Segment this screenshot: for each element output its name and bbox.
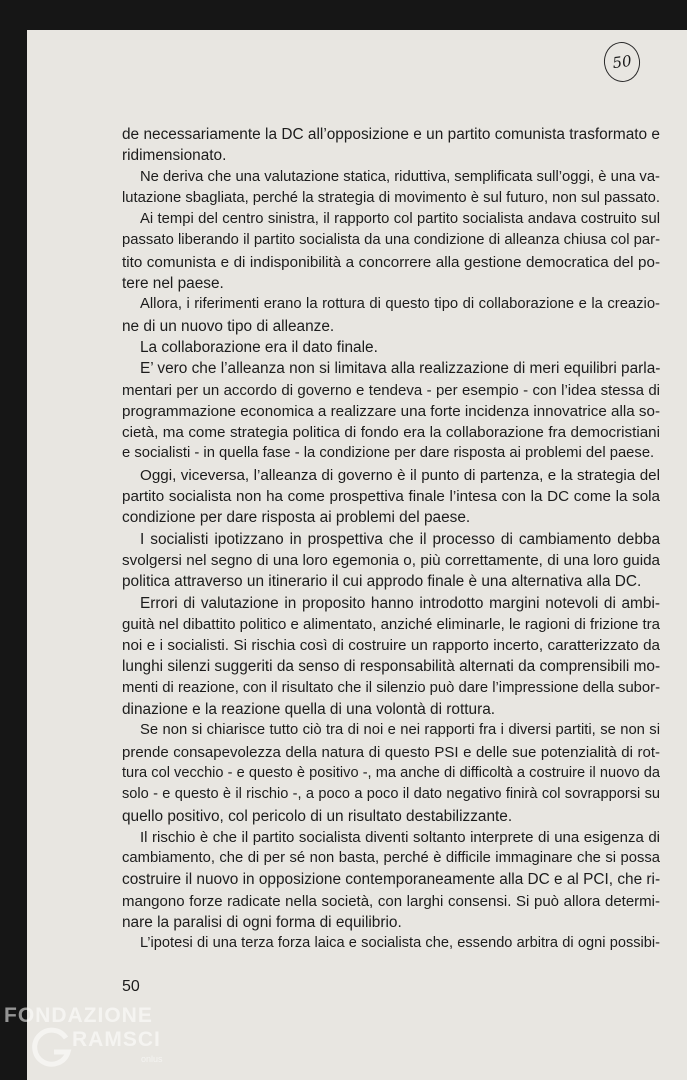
text-line: dinazione e la reazione quella di una volontà di rottura. [122, 701, 496, 719]
text-line: guità nel dibattito politico e alimentato, anziché eliminarle, le ragioni di frizione tra [122, 615, 660, 633]
text-line: cietà, ma come strategia politica di fondo era la collaborazione fra democristiani [122, 424, 660, 442]
stamp-number: 50 [611, 51, 633, 73]
text-line: noi e i socialisti. Si rischia così di costruire un rapporto incerto, caratterizzato da [122, 637, 660, 655]
text-line: mangono forze radicate nella società, con larghi consensi. Si può allora determi- [122, 892, 660, 910]
text-line: passato liberando il partito socialista da una condizione di alleanza chiusa col par- [122, 232, 660, 249]
text-line: partito socialista non ha come prospettiva finale l’intesa con la DC come la sola [122, 488, 660, 506]
text-line: svolgersi nel segno di una loro egemonia o, più correttamente, di una loro guida [122, 551, 660, 569]
text-line: Oggi, viceversa, l’alleanza di governo è il punto di partenza, e la strategia del [140, 466, 660, 484]
watermark-g-logo-icon [30, 1026, 74, 1070]
text-line: costruire il nuovo in opposizione contemporaneamente alla DC e al PCI, che ri- [122, 871, 661, 889]
text-line: Allora, i riferimenti erano la rottura di questo tipo di collaborazione e la creazio- [140, 296, 660, 313]
watermark-line2: RAMSCI [72, 1028, 161, 1051]
text-line: Ne deriva che una valutazione statica, riduttiva, semplificata sull’oggi, è una va- [140, 168, 660, 185]
watermark-onlus: onlus [141, 1054, 163, 1064]
text-line: nare la paralisi di ogni forma di equilibrio. [122, 913, 402, 931]
text-line: Il rischio è che il partito socialista diventi soltanto interprete di una esigenza di [140, 828, 660, 846]
watermark-line1: FONDAZIONE [4, 1004, 153, 1027]
text-line: ne di un nuovo tipo di alleanze. [122, 317, 335, 335]
text-line: menti di reazione, con il risultato che il silenzio può dare l’impressione della subor- [122, 679, 660, 696]
text-line: Ai tempi del centro sinistra, il rapporto col partito socialista andava costruito sul [140, 211, 660, 228]
text-line: E’ vero che l’alleanza non si limitava alla realizzazione di meri equilibri parla- [140, 360, 661, 378]
text-line: mentari per un accordo di governo e tendeva - per esempio - con l’idea stessa di [122, 381, 660, 399]
text-line: tere nel paese. [122, 275, 224, 293]
text-line: lutazione sbagliata, perché la strategia di movimento è sul futuro, non sul passato. [122, 189, 660, 206]
text-line: de necessariamente la DC all’opposizione e un partito comunista trasformato e [122, 126, 660, 143]
text-line: I socialisti ipotizzano in prospettiva che il processo di cambiamento debba [140, 530, 660, 548]
text-line: L’ipotesi di una terza forza laica e socialista che, essendo arbitra di ogni possibi- [140, 935, 660, 952]
text-line: prende consapevolezza della natura di questo PSI e delle sue potenzialità di rot- [122, 743, 660, 761]
text-line: cambiamento, che di per sé non basta, perché è difficile immaginare che si possa [122, 850, 660, 867]
text-line: politica attraverso un itinerario il cui approdo finale è una alternativa alla DC. [122, 573, 642, 591]
text-line: solo - e questo è il rischio -, a poco a poco il dato negativo finirà col sovrapporsi su [122, 786, 660, 803]
text-line: Errori di valutazione in proposito hanno introdotto margini notevoli di ambi- [140, 594, 660, 612]
fondazione-gramsci-watermark [4, 1004, 174, 1074]
text-line: ridimensionato. [122, 147, 227, 165]
page-number: 50 [122, 978, 140, 995]
text-line: tito comunista e di indisponibilità a concorrere alla gestione democratica del po- [122, 253, 660, 271]
body-text [122, 124, 660, 955]
text-line: programmazione economica a realizzare una forte incidenza innovatrice alla so- [122, 402, 660, 420]
text-line: e socialisti - in quella fase - la condizione per dare risposta ai problemi del paese. [122, 445, 655, 462]
text-line: quello positivo, col pericolo di un risultato destabilizzante. [122, 807, 513, 825]
text-line: lunghi silenzi suggeriti da senso di responsabilità alternati da comprensibili mo- [122, 658, 661, 676]
text-line: tura col vecchio - e questo è positivo -, ma anche di difficoltà a costruire il nuovo da [122, 764, 660, 781]
text-line: La collaborazione era il dato finale. [140, 338, 378, 356]
text-line: condizione per dare risposta ai problemi del paese. [122, 509, 471, 527]
text-line: Se non si chiarisce tutto ciò tra di noi e nei rapporti fra i diversi partiti, se non si [140, 722, 660, 739]
